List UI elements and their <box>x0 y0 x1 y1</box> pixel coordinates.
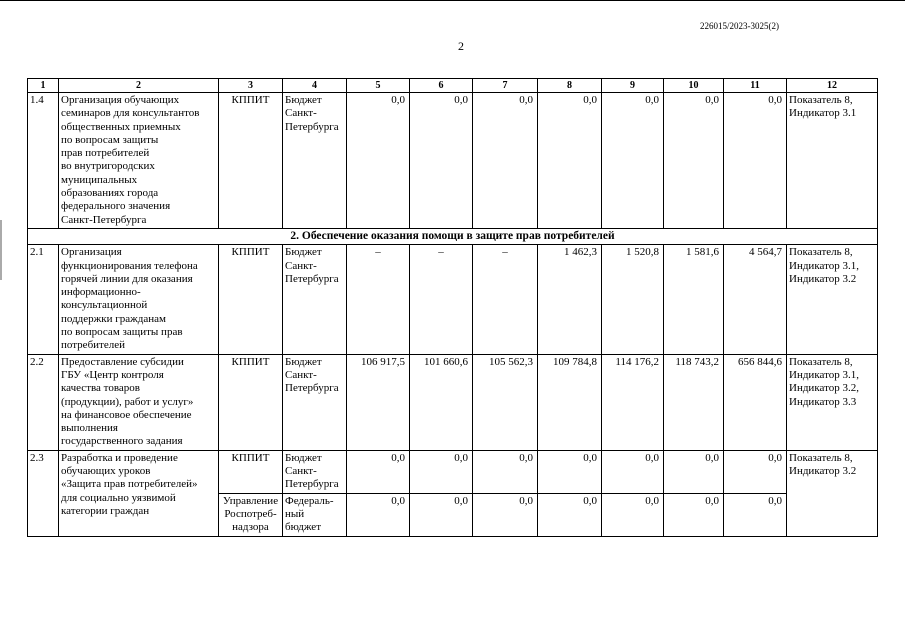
funding-source: Бюджет Санкт- Петербурга <box>283 93 347 229</box>
value-col10: 0,0 <box>664 450 724 493</box>
value-col5: 106 917,5 <box>347 354 410 450</box>
value-col8: 1 462,3 <box>538 245 602 354</box>
activity-name: Предоставление субсидии ГБУ «Центр контроля качества товаров (продукции), работ и услуг» на финансовое обеспечение выполнения государственного задания <box>59 354 219 450</box>
value-col5: 0,0 <box>347 450 410 493</box>
value-col11: 0,0 <box>724 450 787 493</box>
indicator: Показатель 8, Индикатор 3.1, Индикатор 3.2 <box>787 245 878 354</box>
value-col10: 118 743,2 <box>664 354 724 450</box>
table-row <box>28 450 878 493</box>
value-col11: 0,0 <box>724 493 787 536</box>
document-number: 226015/2023-3025(2) <box>700 21 779 31</box>
value-col7: 0,0 <box>473 93 538 229</box>
col-header: 6 <box>410 79 473 93</box>
value-col6: – <box>410 245 473 354</box>
indicator: Показатель 8, Индикатор 3.1, Индикатор 3.2, Индикатор 3.3 <box>787 354 878 450</box>
value-col6: 0,0 <box>410 450 473 493</box>
col-header: 3 <box>219 79 283 93</box>
section-row <box>28 228 878 244</box>
executor: КППИТ <box>219 93 283 229</box>
value-col6: 0,0 <box>410 493 473 536</box>
value-col6: 101 660,6 <box>410 354 473 450</box>
funding-source: Бюджет Санкт- Петербурга <box>283 354 347 450</box>
scan-edge-mark <box>0 220 2 280</box>
value-col7: 105 562,3 <box>473 354 538 450</box>
col-header: 2 <box>59 79 219 93</box>
col-header: 5 <box>347 79 410 93</box>
program-table <box>27 78 878 537</box>
col-header: 9 <box>602 79 664 93</box>
funding-source: Бюджет Санкт- Петербурга <box>283 245 347 354</box>
value-col10: 0,0 <box>664 93 724 229</box>
col-header: 8 <box>538 79 602 93</box>
value-col8: 0,0 <box>538 450 602 493</box>
activity-name <box>59 450 219 536</box>
activity-name: Организация обучающих семинаров для консультантов общественных приемных по вопросам защиты прав потребителей во внутригородских муниципальных образованиях города федерального значения Санкт-Петербурга <box>59 93 219 229</box>
value-col8: 109 784,8 <box>538 354 602 450</box>
row-number: 1.4 <box>28 93 59 229</box>
funding-source: Бюджет Санкт- Петербурга <box>283 450 347 493</box>
value-col11: 0,0 <box>724 93 787 229</box>
value-col9: 0,0 <box>602 450 664 493</box>
value-col9: 0,0 <box>602 93 664 229</box>
page-top-border <box>0 0 905 1</box>
value-col8: 0,0 <box>538 493 602 536</box>
row-number: 2.1 <box>28 245 59 354</box>
value-col7: 0,0 <box>473 493 538 536</box>
value-col10: 0,0 <box>664 493 724 536</box>
funding-source: Федераль- ный бюджет <box>283 493 347 536</box>
indicator: Показатель 8, Индикатор 3.1 <box>787 93 878 229</box>
executor: КППИТ <box>219 354 283 450</box>
col-header: 10 <box>664 79 724 93</box>
value-col7: – <box>473 245 538 354</box>
value-col5: 0,0 <box>347 93 410 229</box>
col-header: 7 <box>473 79 538 93</box>
indicator: Показатель 8, Индикатор 3.2 <box>787 450 878 536</box>
table-row <box>28 93 878 229</box>
page-number: 2 <box>458 39 464 53</box>
value-col11: 656 844,6 <box>724 354 787 450</box>
activity-name-part1: Разработка и проведение обучающих уроков «Защита прав потребителей» <box>61 451 198 491</box>
col-header: 12 <box>787 79 878 93</box>
table-row <box>28 354 878 450</box>
value-col7: 0,0 <box>473 450 538 493</box>
value-col5: – <box>347 245 410 354</box>
executor: Управление Роспотреб- надзора <box>219 493 283 536</box>
value-col9: 114 176,2 <box>602 354 664 450</box>
col-header: 4 <box>283 79 347 93</box>
executor: КППИТ <box>219 450 283 493</box>
col-header: 11 <box>724 79 787 93</box>
section-title: 2. Обеспечение оказания помощи в защите прав потребителей <box>28 228 878 244</box>
value-col10: 1 581,6 <box>664 245 724 354</box>
row-number: 2.2 <box>28 354 59 450</box>
table-row <box>28 245 878 354</box>
executor: КППИТ <box>219 245 283 354</box>
row-number: 2.3 <box>28 450 59 536</box>
value-col6: 0,0 <box>410 93 473 229</box>
column-header-row <box>28 79 878 93</box>
value-col9: 1 520,8 <box>602 245 664 354</box>
value-col8: 0,0 <box>538 93 602 229</box>
value-col11: 4 564,7 <box>724 245 787 354</box>
col-header: 1 <box>28 79 59 93</box>
activity-name-part2: для социально уязвимой категории граждан <box>61 491 176 517</box>
value-col5: 0,0 <box>347 493 410 536</box>
value-col9: 0,0 <box>602 493 664 536</box>
activity-name: Организация функционирования телефона горячей линии для оказания информационно- консультационной поддержки гражданам по вопросам защиты прав потребителей <box>59 245 219 354</box>
